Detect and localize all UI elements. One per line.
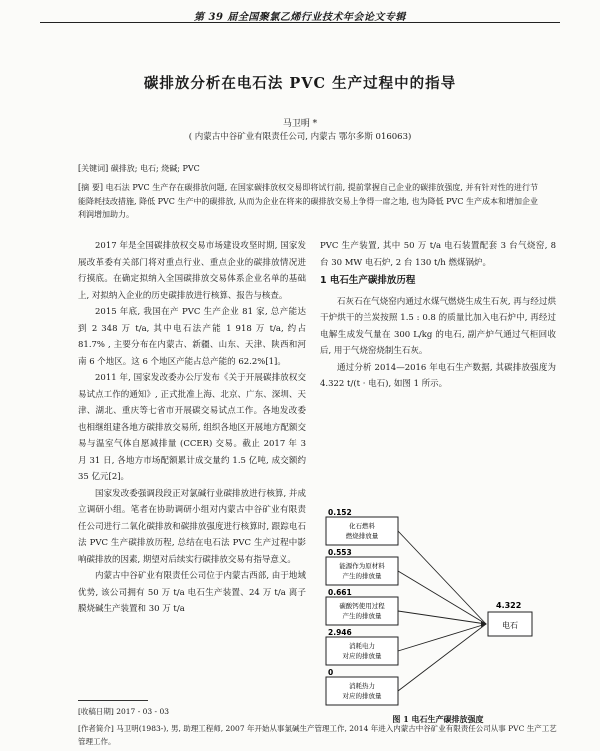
- header-rule: [40, 22, 560, 23]
- right-column: [320, 238, 556, 393]
- paragraph: 2017 年是全国碳排放权交易市场建设攻坚时期, 国家发展改革委有关部门将对重点行业、重点企业的碳排放情况进行摸底。在确定拟纳入全国碳排放交易体系企业名单的基础上, 对拟纳入企业的历史碳排放进行核算、报告与核查。: [78, 241, 306, 301]
- author-name: 马卫明 *: [282, 119, 318, 129]
- item-value: 0.661: [328, 588, 352, 597]
- item-label: 产生的排放量: [342, 572, 382, 580]
- item-label: 消耗电力: [349, 642, 375, 650]
- author-bio: [作者简介] 马卫明(1983-), 男, 助理工程师, 2007 年开始从事氯碱生产管理工作, 2014 年进入内蒙古中谷矿业有限责任公司从事 PVC 生产工艺管理工作。: [78, 724, 557, 746]
- footnote-rule: [78, 700, 148, 701]
- paragraph: 通过分析 2014—2016 年电石生产数据, 其碳排放强度为 4.322 t/(t · 电石), 如图 1 所示。: [320, 362, 556, 389]
- journal-header: 第 39 届全国聚氯乙烯行业技术年会论文专辑: [194, 12, 406, 23]
- total-value: 4.322: [496, 601, 522, 610]
- item-label: 化石燃料: [349, 522, 375, 530]
- item-value: 0: [328, 668, 334, 677]
- item-value: 2.946: [328, 628, 352, 637]
- carbon-emission-figure: [318, 505, 558, 710]
- flow-arrow: [398, 571, 486, 624]
- flow-arrow: [398, 624, 486, 691]
- keywords: [关键词] 碳排放; 电石; 烧碱; PVC: [78, 164, 200, 173]
- author-affiliation: ( 内蒙古中谷矿业有限责任公司, 内蒙古 鄂尔多斯 016063): [188, 132, 412, 142]
- figure-item-node: [326, 588, 486, 625]
- item-label: 燃烧排放量: [345, 532, 379, 540]
- paragraph: 内蒙古中谷矿业有限责任公司位于内蒙古西部, 由于地域优势, 该公司拥有 50 万 t/a 电石生产装置、24 万 t/a 离子膜烧碱生产装置和 30 万 t/a: [78, 571, 306, 614]
- item-label: 产生的排放量: [342, 612, 382, 620]
- item-value: 0.152: [328, 508, 352, 517]
- abstract: [摘 要] 电石法 PVC 生产存在碳排放问题, 在国家碳排放权交易即将试行前, 提前掌握自己企业的碳排放强度, 并有针对性的进行节能降耗技改措施, 降低 PVC 生产中的碳排放, 从而为企业在将来的碳排放交易上争得一席之地, 也为降低 PVC 生产成本和增加企业利润增加助力。: [78, 183, 538, 219]
- item-label: 消耗热力: [349, 682, 375, 690]
- item-label: 对应的排放量: [342, 652, 382, 660]
- paragraph: PVC 生产装置, 其中 50 万 t/a 电石装置配套 3 台气烧窑, 8 台 30 MW 电石炉, 2 台 130 t/h 燃煤锅炉。: [320, 241, 556, 268]
- figure-item-node: [326, 624, 486, 665]
- section-heading: 1 电石生产碳排放历程: [320, 275, 416, 286]
- received-date: [收稿日期] 2017 - 03 - 03: [78, 707, 170, 716]
- paper-title: 碳排放分析在电石法 PVC 生产过程中的指导: [143, 75, 457, 92]
- left-column: [78, 238, 306, 618]
- paragraph: 石灰石在气烧窑内通过水煤气燃烧生成生石灰, 再与经过烘干炉烘干的兰炭按照 1.5 : 0.8 的质量比加入电石炉中, 再经过电解生成发气量在 300 L/kg 的电石, 副产炉气通过气柜回收后, 用于气烧窑烧制生石灰。: [320, 296, 556, 356]
- paragraph: 2011 年, 国家发改委办公厅发布《关于开展碳排放权交易试点工作的通知》, 正式批准上海、北京、广东、深圳、天津、湖北、重庆等七省市开展碳交易试点工作。各地发改委也相继组建各地方碳排放交易所, 组织各地区开展地方配额交易与温室气体自愿减排量 (CCER) 交易。截止 2017 年 3 月 31 日, 各地方市场配额累计成交量约 1.5 亿吨, 成交额约 35 亿元[2]。: [78, 373, 306, 482]
- figure-caption: 图 1 电石生产碳排放强度: [392, 714, 484, 724]
- flow-arrow: [398, 624, 486, 651]
- figure-total-node: [488, 601, 532, 636]
- item-label: 碳酸钙使用过程: [339, 602, 385, 610]
- flow-arrow: [398, 611, 486, 624]
- paragraph: 国家发改委强调段段正对氯碱行业碳排放进行核算, 并成立调研小组。笔者在协助调研小组对内蒙古中谷矿业有限责任公司进行二氧化碳排放和碳排放强度进行核算时, 跟踪电石法 PVC 生产碳排放历程, 总结在电石法 PVC 生产过程中影响碳排放的因素, 期望对后续实行碳排放交易有指导意义。: [78, 488, 306, 565]
- paragraph: 2015 年底, 我国在产 PVC 生产企业 81 家, 总产能达到 2 348 万 t/a, 其中电石法产能 1 918 万 t/a, 约占 81.7% , 主要分布在内蒙古、新疆、山东、天津、陕西和河南 6 个地区。这 6 个地区产能占总产能的 62.2%[1]。: [78, 307, 306, 367]
- item-value: 0.553: [328, 548, 352, 557]
- flow-arrow: [398, 531, 486, 624]
- total-label: 电石: [502, 621, 518, 630]
- item-label: 对应的排放量: [342, 692, 382, 700]
- item-label: 能源作为原材料: [339, 562, 385, 570]
